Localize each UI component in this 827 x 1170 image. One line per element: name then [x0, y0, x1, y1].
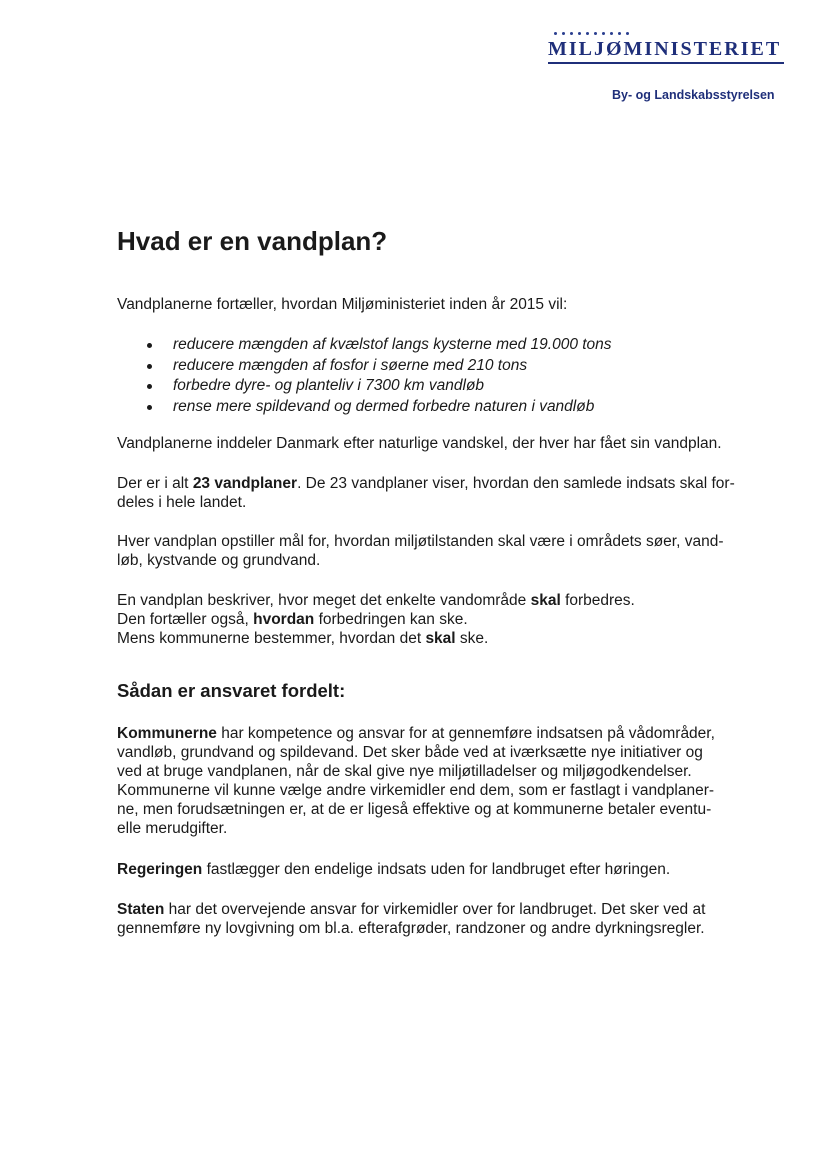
- list-item: rense mere spildevand og dermed forbedre naturen i vandløb: [173, 397, 612, 418]
- paragraph-antal: Der er i alt 23 vandplaner. De 23 vandplaner viser, hvordan den samlede indsats skal for- deles i hele landet.: [117, 475, 735, 511]
- emphasis: 23 vandplaner: [192, 475, 298, 492]
- logo-rule: [548, 62, 784, 64]
- paragraph-maal: Hver vandplan opstiller mål for, hvordan miljøtilstanden skal være i områdets søer, vand- løb, kystvande og grundvand.: [117, 533, 724, 569]
- logo-subtitle: By- og Landskabsstyrelsen: [612, 88, 775, 102]
- list-item: reducere mængden af kvælstof langs kysterne med 19.000 tons: [173, 335, 612, 356]
- paragraph-inddeler: Vandplanerne inddeler Danmark efter naturlige vandskel, der hver har fået sin vandplan.: [117, 435, 722, 452]
- paragraph-regeringen: Regeringen fastlægger den endelige indsats uden for landbruget efter høringen.: [117, 861, 671, 878]
- ministry-logo: [548, 32, 788, 64]
- paragraph-kommunerne: Kommunerne har kompetence og ansvar for at gennemføre indsatsen på vådområder, vandløb, grundvand og spildevand. Det sker både ved at iværksætte nye initiativer og ved at bruge vandplanen, når de skal give nye miljøtilladelser og miljøgodkendelser. Kommunerne vil kunne vælge andre virkemidler end dem, som er fastlagt i vandplaner- ne, men forudsætningen er, at de er ligeså effektive og at kommunerne betaler eventu- elle merudgifter.: [117, 725, 715, 837]
- section-heading: Sådan er ansvaret fordelt:: [117, 680, 346, 701]
- page-title: Hvad er en vandplan?: [117, 226, 388, 256]
- logo-name: MILJØMINISTERIET: [548, 38, 782, 60]
- paragraph-staten: Staten har det overvejende ansvar for virkemidler over for landbruget. Det sker ved at gennemføre ny lovgivning om bl.a. efterafgrøder, randzoner og andre dyrkningsregler.: [117, 901, 706, 937]
- goal-list: [117, 335, 612, 417]
- list-item: forbedre dyre- og planteliv i 7300 km vandløb: [173, 376, 612, 397]
- logo-dots: [554, 32, 788, 35]
- intro-text: Vandplanerne fortæller, hvordan Miljøministeriet inden år 2015 vil:: [117, 296, 568, 313]
- list-item: reducere mængden af fosfor i søerne med 210 tons: [173, 356, 612, 377]
- paragraph-beskriver: En vandplan beskriver, hvor meget det enkelte vandområde skal forbedres. Den fortæller også, hvordan forbedringen kan ske. Mens kommunerne bestemmer, hvordan det skal ske.: [117, 592, 635, 647]
